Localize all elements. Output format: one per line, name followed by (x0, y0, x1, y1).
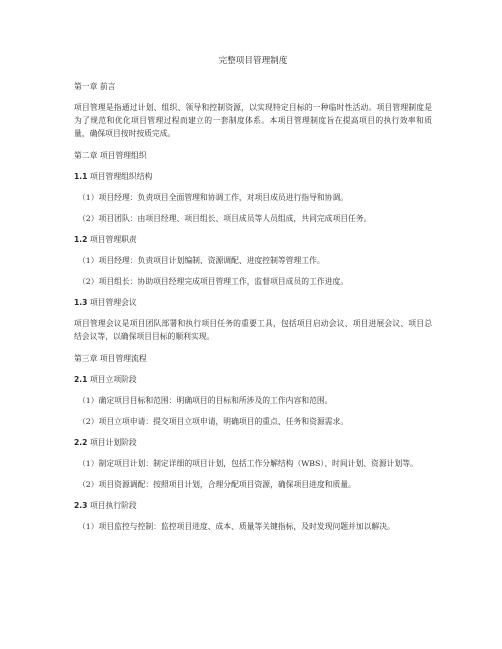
section-title: 项目管理组织结构 (89, 172, 153, 181)
document-title: 完整项目管理制度 (218, 56, 288, 66)
list-item: （1）项目经理：负责项目全面管理和协调工作，对项目成员进行指导和协调。 (78, 193, 349, 202)
list-item: （1）项目监控与控制：监控项目进度、成本、质量等关键指标，及时发现问题并加以解决。 (78, 522, 395, 531)
section-heading (74, 233, 432, 246)
section-number: 2.3 (74, 501, 88, 510)
section-title: 项目管理会议 (89, 298, 137, 307)
section-number: 2.2 (74, 438, 88, 447)
section-number: 2.1 (74, 375, 88, 384)
chapter-heading: 第三章 项目管理流程 (74, 354, 147, 363)
section-number: 1.3 (74, 298, 88, 307)
list-item: （2）项目组长：协助项目经理完成项目管理工作，监督项目成员的工作进度。 (78, 277, 349, 286)
section-heading (74, 436, 432, 449)
list-item: （2）项目团队：由项目经理、项目组长、项目成员等人员组成，共同完成项目任务。 (78, 214, 372, 223)
paragraph: 项目管理会议是项目团队部署和执行项目任务的重要工具，包括项目启动会议、项目进展会议、项目总结会议等，以确保项目目标的顺利实现。 (74, 319, 432, 341)
document-body (74, 80, 432, 533)
section-heading (74, 296, 432, 309)
list-item: （2）项目立项申请：提交项目立项申请，明确项目的重点、任务和资源需求。 (78, 417, 349, 426)
chapter-heading: 第二章 项目管理组织 (74, 151, 147, 160)
section-number: 1.2 (74, 235, 88, 244)
section-title: 项目执行阶段 (89, 501, 137, 510)
section-title: 项目计划阶段 (89, 438, 137, 447)
paragraph: 项目管理是指通过计划、组织、领导和控制资源，以实现特定目标的一种临时性活动。项目管理制度是为了规范和优化项目管理过程而建立的一套制度体系。本项目管理制度旨在提高项目的执行效率和质量，确保项目按时按质完成。 (74, 103, 432, 138)
section-heading (74, 170, 432, 183)
section-title: 项目管理职责 (89, 235, 137, 244)
list-item: （1）确定项目目标和范围：明确项目的目标和所涉及的工作内容和范围。 (78, 396, 333, 405)
section-heading (74, 499, 432, 512)
list-item: （1）制定项目计划：制定详细的项目计划，包括工作分解结构（WBS）、时间计划、资源计划等。 (78, 459, 418, 468)
list-item: （1）项目经理：负责项目计划编制、资源调配、进度控制等管理工作。 (78, 256, 325, 265)
section-title: 项目立项阶段 (89, 375, 137, 384)
list-item: （2）项目资源调配：按照项目计划，合理分配项目资源，确保项目进度和质量。 (78, 480, 356, 489)
section-heading (74, 373, 432, 386)
section-number: 1.1 (74, 172, 88, 181)
chapter-heading: 第一章 前言 (74, 82, 116, 91)
